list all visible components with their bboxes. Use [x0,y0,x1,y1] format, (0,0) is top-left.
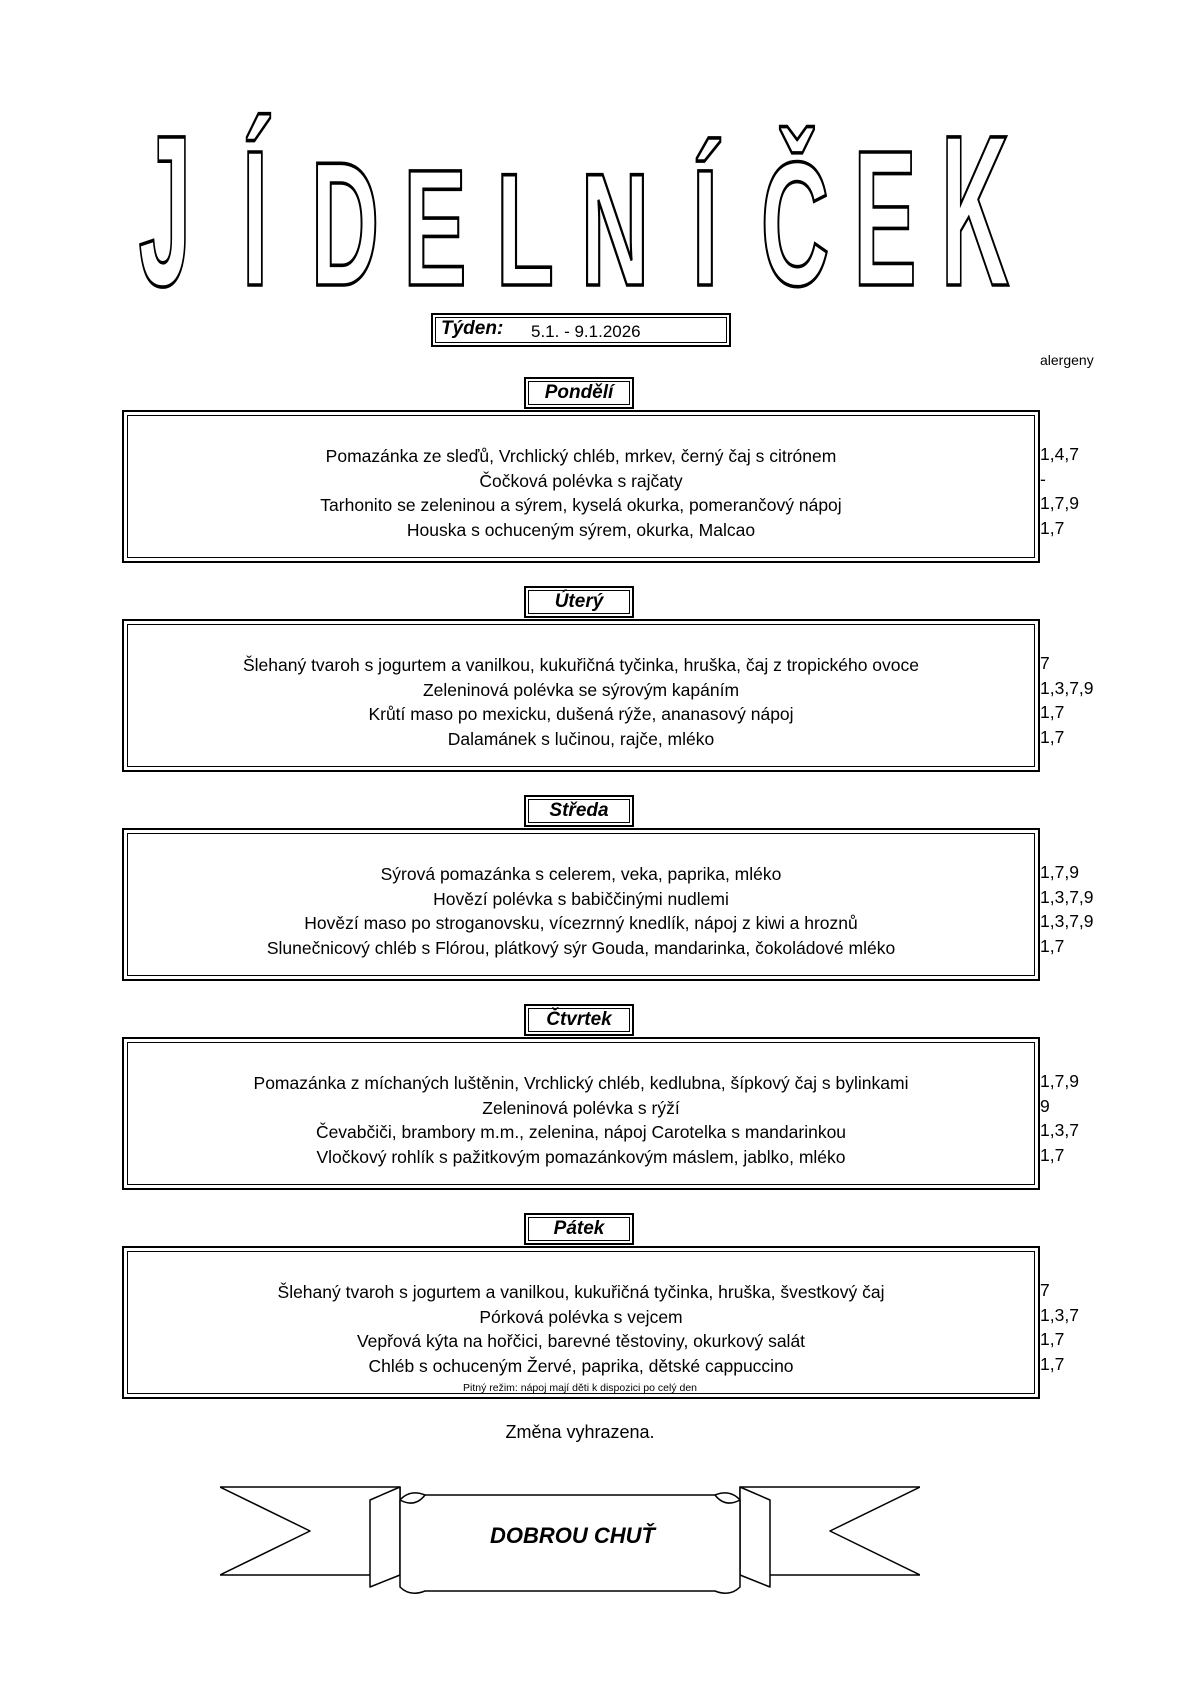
menu-box [122,619,1040,772]
week-value: 5.1. - 9.1.2026 [531,322,641,341]
title-letter: Č [760,125,830,320]
allergen-value: 1,7,9 [1040,862,1079,882]
menu-item: Čevabčiči, brambory m.m., zelenina, nápoj Carotelka s mandarinkou [315,1122,847,1142]
menu-item: Pomazánka ze sleďů, Vrchlický chléb, mrkev, černý čaj s citrónem [325,446,837,466]
change-note: Změna vyhrazena. [505,1422,655,1442]
menu-items [124,1071,1038,1169]
allergen-value: 1,7,9 [1040,493,1079,513]
day-label: Pondělí [524,377,634,409]
menu-item: Sýrová pomazánka s celerem, veka, paprika, mléko [380,864,782,884]
allergen-list [1040,442,1079,540]
allergen-list [1040,1069,1079,1167]
menu-item: Slunečnicový chléb s Flórou, plátkový sýr Gouda, mandarinka, čokoládové mléko [266,937,896,958]
menu-box [122,1037,1040,1190]
allergen-value: 1,7 [1040,517,1065,538]
title-wordart [120,110,1020,320]
menu-items [124,444,1038,542]
allergen-list [1040,1278,1079,1376]
menu-item: Vločkový rohlík s pažitkovým pomazánkovým máslem, jablko, mléko [316,1146,846,1167]
allergen-value: 1,7 [1040,1144,1065,1165]
week-label: Týden: [441,318,504,339]
menu-item: Pórková polévka s vejcem [479,1306,683,1327]
menu-item: Šlehaný tvaroh s jogurtem a vanilkou, kukuřičná tyčinka, hruška, švestkový čaj [277,1282,885,1302]
title-letter: D [310,125,380,320]
menu-item: Dalamánek s lučinou, rajče, mléko [447,728,715,749]
menu-item: Vepřová kýta na hořčici, barevné těstoviny, okurkový salát [356,1331,806,1351]
allergen-value: 1,7 [1040,1353,1065,1374]
allergen-list [1040,651,1094,749]
allergen-header: alergeny [1040,352,1094,368]
allergen-value: 1,7 [1040,1329,1065,1349]
allergen-list [1040,860,1094,958]
menu-item: Tarhonito se zeleninou a sýrem, kyselá okurka, pomerančový nápoj [320,495,842,515]
title-letter: K [940,110,1010,320]
menu-item: Zeleninová polévka s rýží [482,1097,680,1118]
title-letter: E [403,135,467,320]
menu-item: Zeleninová polévka se sýrovým kapáním [422,679,740,700]
menu-item: Houska s ochuceným sýrem, okurka, Malcao [406,519,756,540]
allergen-value: 1,4,7 [1040,444,1079,464]
menu-box [122,828,1040,981]
title-letter: N [580,140,650,320]
menu-box [122,1246,1040,1399]
menu-items [124,862,1038,960]
allergen-value: 1,7 [1040,726,1065,747]
allergen-value: 7 [1040,1280,1050,1300]
menu-items [124,1280,1038,1378]
title-letter: J [138,110,192,320]
menu-item: Hovězí maso po stroganovsku, vícezrnný knedlík, nápoj z kiwi a hroznů [304,913,858,933]
day-label: Čtvrtek [524,1004,634,1036]
menu-item: Pomazánka z míchaných luštěnin, Vrchlický chléb, kedlubna, šípkový čaj s bylinkami [253,1073,909,1093]
menu-item: Hovězí polévka s babiččinými nudlemi [433,888,729,909]
menu-item: Krůtí maso po mexicku, dušená rýže, ananasový nápoj [368,704,794,724]
title-letter: E [853,111,917,320]
title-letter: Í [241,111,269,320]
allergen-value: 1,7,9 [1040,1071,1079,1091]
banner-text: DOBROU CHUŤ [490,1523,655,1548]
menu-item: Čočková polévka s rajčaty [479,470,683,491]
day-label: Středa [524,795,634,827]
week-box [431,313,731,347]
menu-item: Šlehaný tvaroh s jogurtem a vanilkou, kukuřičná tyčinka, hruška, čaj z tropického ovoce [242,655,920,675]
allergen-value: 7 [1040,653,1050,673]
menu-item: Chléb s ochuceným Žervé, paprika, dětské cappuccino [368,1355,794,1376]
drinking-note: Pitný režim: nápoj mají děti k dispozici po celý den [462,1382,698,1394]
allergen-value: 1,3,7,9 [1040,677,1094,698]
title-letter: L [495,140,555,320]
day-label: Pátek [524,1213,634,1245]
allergen-value: 1,7 [1040,935,1065,956]
menu-box [122,410,1040,563]
allergen-value: 1,3,7 [1040,1120,1079,1140]
menu-items [124,653,1038,751]
day-label: Úterý [524,586,634,618]
allergen-value: 9 [1040,1095,1050,1116]
title-letter: Í [691,135,719,320]
allergen-value: 1,7 [1040,702,1065,722]
allergen-value: - [1040,468,1046,489]
allergen-value: 1,3,7,9 [1040,911,1094,931]
allergen-value: 1,3,7,9 [1040,886,1094,907]
allergen-value: 1,3,7 [1040,1304,1079,1325]
